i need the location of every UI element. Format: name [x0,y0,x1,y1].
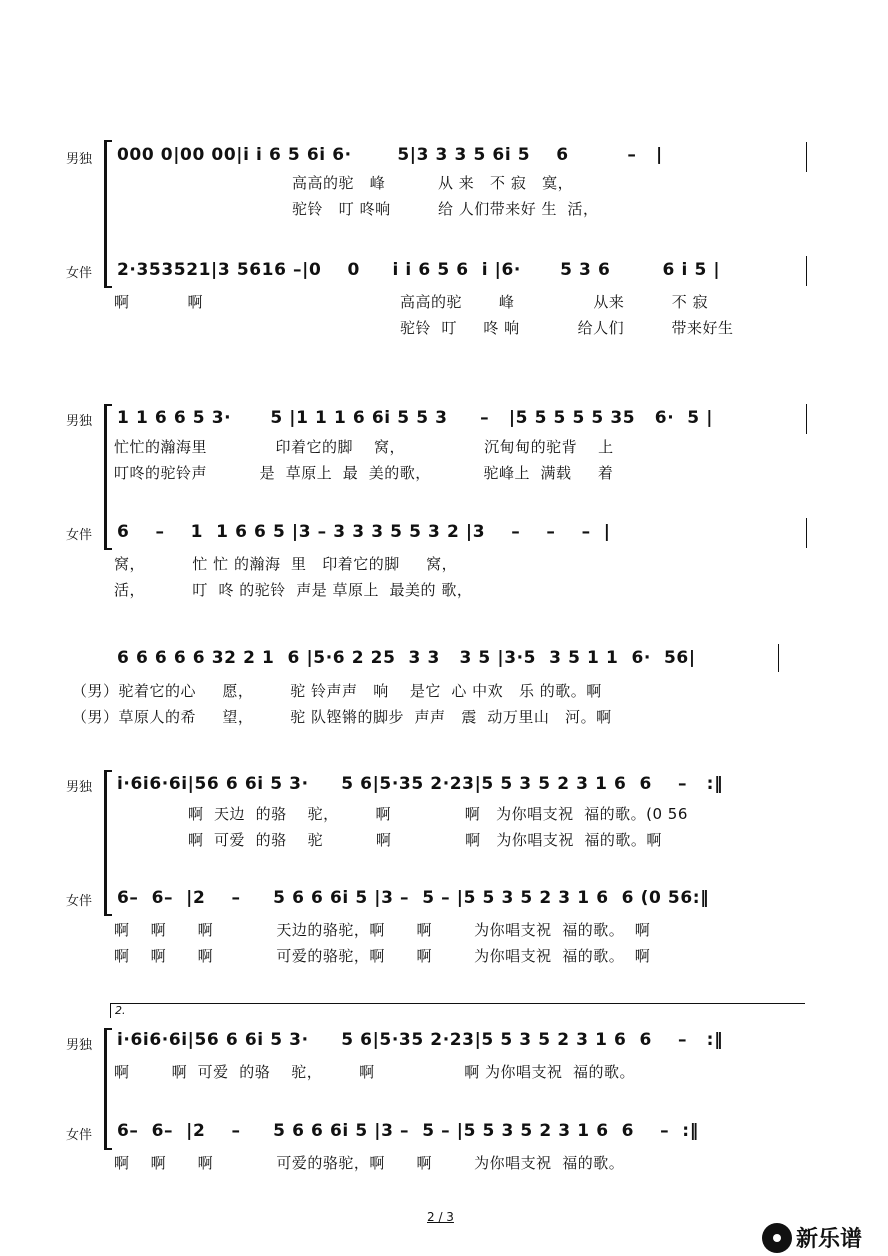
lyrics-verse-1: （男）驼着它的心 愿， 驼 铃声声 响 是它 心 中欢 乐 的歌。啊 [72,682,602,700]
part-label-male-solo: 男独 [66,1038,93,1053]
logo-text: 新乐谱 [796,1227,863,1252]
part-label-male-solo: 男独 [66,414,93,429]
end-barline [806,142,807,172]
female-accomp-notes: 6 – 1 1 6 6 5 |3 – 3 3 3 5 5 3 2 |3 – – – | [117,522,611,542]
end-barline [806,518,807,548]
female-accomp-notes: 6– 6– |2 – 5 6 6 6i 5 |3 – 5 – |5 5 3 5 2 3 1 6 6 (0 56:‖ [117,888,710,908]
end-barline [806,256,807,286]
page-number: 2 / 3 [427,1210,454,1224]
end-barline [778,644,779,672]
part-label-female-accomp: 女伴 [66,266,93,281]
male-solo-lyrics-verse-1: 忙忙的瀚海里 印着它的脚 窝， 沉甸甸的驼背 上 [114,438,614,456]
male-solo-lyrics-verse-2: 驼铃 叮 咚响 给 人们带来好 生 活， [292,200,599,218]
part-label-female-accomp: 女伴 [66,528,93,543]
system-brace [104,770,111,916]
system-brace [104,404,111,550]
volta-number: 2. [115,1004,126,1017]
female-accomp-lyrics-verse-1: 窝， 忙 忙 的瀚海 里 印着它的脚 窝， [114,555,458,573]
male-solo-lyrics: 啊 啊 可爱 的骆 驼， 啊 啊 为你唱支祝 福的歌。 [114,1063,636,1081]
female-accomp-lyrics-verse-2: 啊 啊 啊 可爱的骆驼，啊 啊 为你唱支祝 福的歌。 啊 [114,947,651,965]
part-label-female-accomp: 女伴 [66,894,93,909]
female-accomp-lyrics-line-3: 驼铃 叮 咚 响 给人们 带来好生 [400,319,734,337]
female-accomp-notes: 6– 6– |2 – 5 6 6 6i 5 |3 – 5 – |5 5 3 5 2 3 1 6 6 – :‖ [117,1121,699,1141]
second-ending-bracket [110,1003,805,1018]
female-accomp-lyrics-line-1: 啊 啊 [114,293,203,311]
male-solo-notes: 000 0|00 00|i i 6 5 6i 6· 5|3 3 3 5 6i 5 6 – | [117,145,663,165]
female-accomp-lyrics-verse-1: 啊 啊 啊 天边的骆驼，啊 啊 为你唱支祝 福的歌。 啊 [114,921,651,939]
male-notes: 6 6 6 6 6 32 2 1 6 |5·6 2 25 3 3 3 5 |3·5 3 5 1 1 6· 56| [117,648,696,668]
site-logo [762,1222,862,1253]
male-solo-lyrics-verse-1: 高高的驼 峰 从 来 不 寂 寞， [292,174,574,192]
male-solo-notes: i·6i6·6i|56 6 6i 5 3· 5 6|5·35 2·23|5 5 3 5 2 3 1 6 6 – :‖ [117,774,724,794]
female-accomp-notes: 2·353521|3 5616 –|0 0 i i 6 5 6 i |6· 5 3 6 6 i 5 | [117,260,721,280]
male-solo-lyrics-verse-2: 叮咚的驼铃声 是 草原上 最 美的歌， 驼峰上 满载 着 [114,464,614,482]
female-accomp-lyrics-verse-2: 活， 叮 咚 的驼铃 声是 草原上 最美的 歌， [114,581,473,599]
male-solo-notes: 1 1 6 6 5 3· 5 |1 1 1 6 6i 5 5 3 – |5 5 5 5 5 35 6· 5 | [117,408,714,428]
system-brace [104,140,111,288]
lyrics-verse-2: （男）草原人的希 望， 驼 队铿锵的脚步 声声 震 动万里山 河。啊 [72,708,612,726]
male-solo-lyrics-verse-1: 啊 天边 的骆 驼， 啊 啊 为你唱支祝 福的歌。(0 56 [188,805,688,823]
system-brace [104,1028,111,1150]
end-barline [806,404,807,434]
male-solo-lyrics-verse-2: 啊 可爱 的骆 驼 啊 啊 为你唱支祝 福的歌。啊 [188,831,662,849]
part-label-male-solo: 男独 [66,780,93,795]
vinyl-disc-icon [762,1223,792,1253]
female-accomp-lyrics: 啊 啊 啊 可爱的骆驼，啊 啊 为你唱支祝 福的歌。 [114,1154,625,1172]
male-solo-notes: i·6i6·6i|56 6 6i 5 3· 5 6|5·35 2·23|5 5 3 5 2 3 1 6 6 – :‖ [117,1030,724,1050]
part-label-male-solo: 男独 [66,152,93,167]
part-label-female-accomp: 女伴 [66,1128,93,1143]
female-accomp-lyrics-line-2: 高高的驼 峰 从来 不 寂 [400,293,709,311]
